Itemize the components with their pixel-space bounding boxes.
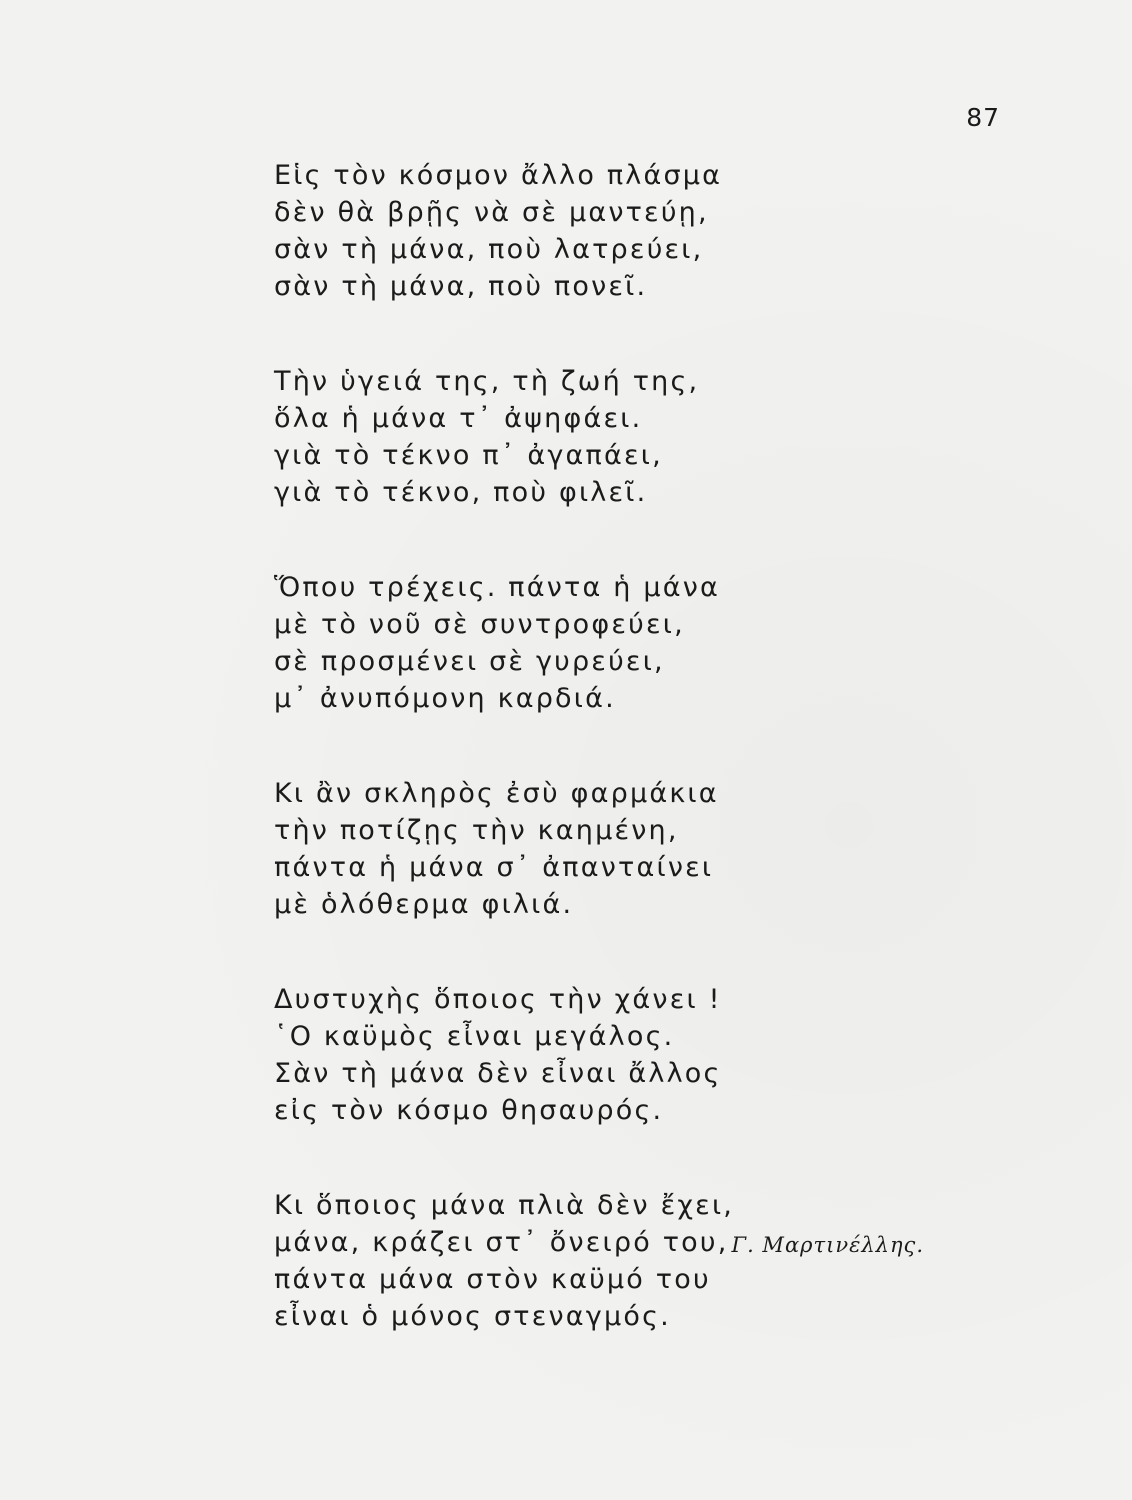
poem-line: σὰν τὴ μάνα, ποὺ λατρεύει, [274, 234, 704, 265]
poem-line: εἰς τὸν κόσμο θησαυρός. [274, 1095, 664, 1126]
poem-line: Κι ἂν σκληρὸς ἐσὺ φαρμάκια [274, 778, 719, 809]
poem-line: μὲ τὸ νοῦ σὲ συντροφεύει, [274, 609, 685, 640]
stanza-4 [274, 775, 894, 923]
poem-line: ῾Ο καϋμὸς εἶναι μεγάλος. [274, 1021, 675, 1052]
stanza-3 [274, 569, 894, 717]
poem-line: τὴν ποτίζῃς τὴν καημένη, [274, 815, 679, 846]
poem-line: πάντα ἡ μάνα σ᾿ ἀπανταίνει [274, 852, 714, 883]
poem-line: πάντα μάνα στὸν καϋμό του [274, 1264, 711, 1295]
poem-line: σὲ προσμένει σὲ γυρεύει, [274, 646, 665, 677]
poem-line: Σὰν τὴ μάνα δὲν εἶναι ἄλλος [274, 1058, 722, 1089]
page-number: 87 [966, 103, 1000, 132]
stanza-6 [274, 1187, 894, 1335]
poem-line: γιὰ τὸ τέκνο, ποὺ φιλεῖ. [274, 477, 648, 508]
poem-line: μ᾿ ἀνυπόμονη καρδιά. [274, 683, 616, 714]
stanza-2 [274, 363, 894, 511]
poem-line: γιὰ τὸ τέκνο π᾿ ἀγαπάει, [274, 440, 663, 471]
poem-line: ὅλα ἡ μάνα τ᾿ ἀψηφάει. [274, 403, 643, 434]
poem-line: μάνα, κράζει στ᾿ ὄνειρό του, [274, 1227, 729, 1258]
poem-line: Δυστυχὴς ὅποιος τὴν χάνει ! [274, 984, 722, 1015]
author-signature: Γ. Μαρτινέλλης. [731, 1233, 924, 1257]
stanza-5 [274, 981, 894, 1129]
poem-line: Ὅπου τρέχεις. πάντα ἡ μάνα [274, 572, 721, 603]
poem-line: Τὴν ὑγειά της, τὴ ζωή της, [274, 366, 700, 397]
stanza-1 [274, 157, 894, 305]
poem-line: μὲ ὁλόθερμα φιλιά. [274, 889, 574, 920]
poem-line: δὲν θὰ βρῇς νὰ σὲ μαντεύῃ, [274, 197, 709, 228]
poem-line: Κι ὅποιος μάνα πλιὰ δὲν ἔχει, [274, 1190, 735, 1221]
poem-line: εἶναι ὁ μόνος στεναγμός. [274, 1301, 671, 1332]
poem-line: σὰν τὴ μάνα, ποὺ πονεῖ. [274, 271, 648, 302]
poem-line: Εἱς τὸν κόσμον ἄλλο πλάσμα [274, 160, 723, 191]
poem [274, 157, 894, 1335]
